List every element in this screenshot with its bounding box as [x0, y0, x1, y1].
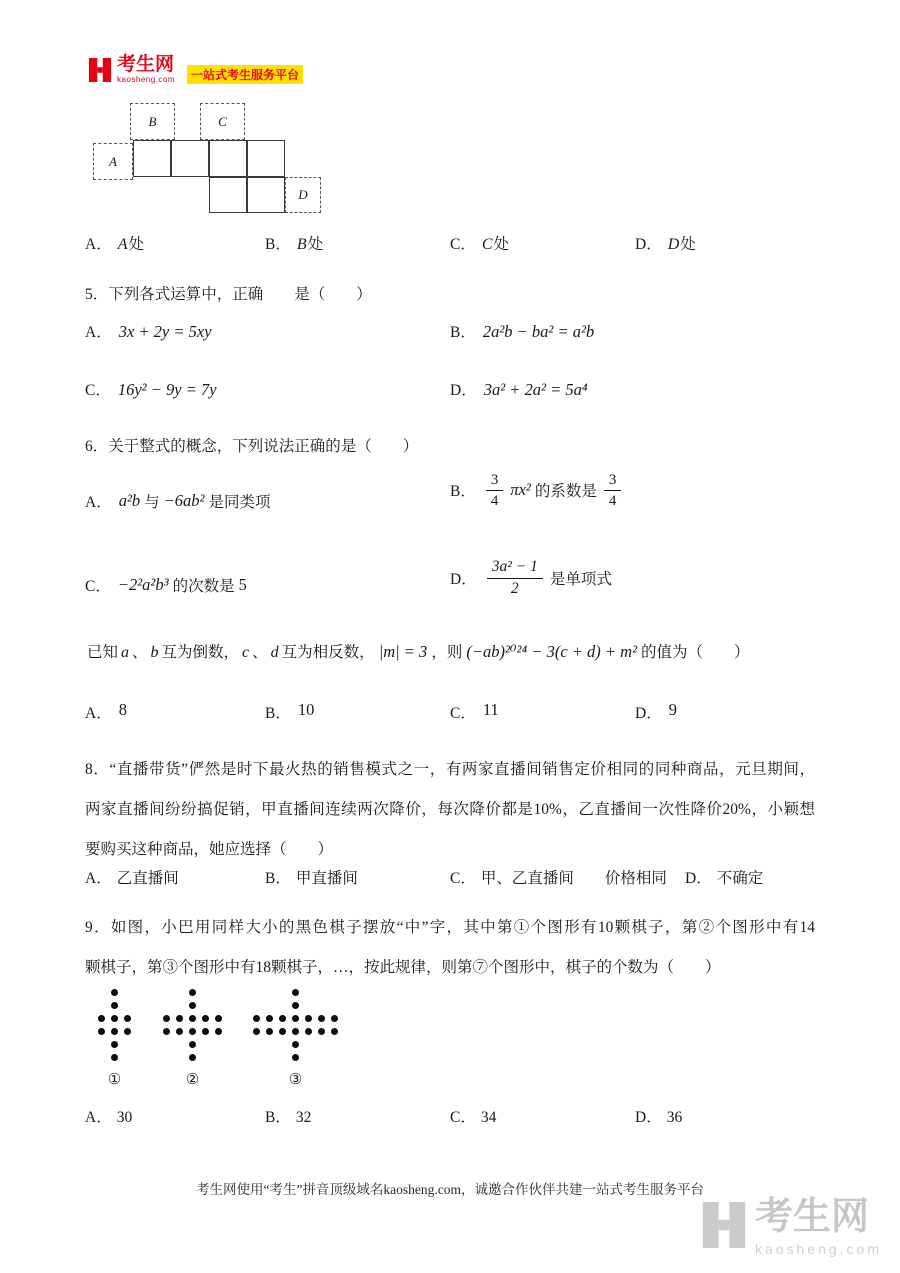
- option-key: B．: [265, 705, 291, 722]
- q8-option-a: [85, 866, 179, 888]
- option-key: C．: [450, 870, 476, 887]
- q7-text: 已知: [87, 644, 119, 661]
- q7-math: c: [242, 644, 250, 661]
- q7-text: 互为相反数，: [281, 644, 375, 661]
- option-key: B．: [450, 483, 476, 500]
- net-label-c: C: [218, 113, 227, 129]
- option-key: D．: [635, 236, 662, 253]
- q7-math: d: [270, 644, 279, 661]
- option-math: −2²a²b³: [117, 575, 169, 594]
- q9-option-a: [85, 1105, 132, 1127]
- net-dashed-square-d: [285, 177, 321, 213]
- fraction: $\frac{\text{3a² − 1}}{2}$: [487, 558, 543, 598]
- option-math: 16y² − 9y = 7y: [117, 380, 217, 399]
- option-var: A: [117, 236, 128, 253]
- option-math: a²b: [118, 491, 141, 510]
- option-text: 34: [480, 1109, 497, 1126]
- q7-text: 、: [252, 644, 268, 661]
- q4-option-d: [635, 232, 696, 254]
- option-text: 处: [128, 236, 144, 253]
- q6-option-a: [85, 490, 273, 512]
- option-key: D．: [685, 870, 712, 887]
- option-text: 36: [666, 1109, 683, 1126]
- q7-option-c: [450, 700, 499, 723]
- q9-option-b: [265, 1105, 311, 1127]
- option-text: 甲、乙直播间 价格相同: [480, 870, 667, 887]
- q5-option-a: [85, 320, 214, 342]
- q9-line: 9．如图，小巴用同样大小的黑色棋子摆放“中”字，其中第①个图形有10颗棋子，第②个图形中有14: [85, 919, 815, 936]
- q4-option-c: [450, 232, 509, 254]
- net-label-b: B: [148, 113, 157, 129]
- chess-dots-2: [160, 986, 225, 1064]
- q4-options-row: [85, 232, 845, 258]
- cube-net-figure: [90, 100, 330, 218]
- net-dashed-square-c: [200, 103, 245, 140]
- option-text: 甲直播间: [295, 870, 358, 887]
- net-square: [209, 177, 247, 213]
- q8-line: 两家直播间纷纷搞促销，甲直播间连续两次降价，每次降价都是10%，乙直播间一次性降价20%，小颖想: [85, 801, 815, 818]
- q5-option-d: [450, 378, 590, 400]
- option-key: A．: [85, 324, 112, 341]
- q8-paragraph: [85, 750, 815, 870]
- chess-dots-1: [95, 986, 134, 1064]
- q5-option-c: [85, 378, 219, 400]
- q9-option-c: [450, 1105, 496, 1127]
- watermark-text-block: [755, 1198, 882, 1256]
- q5-option-b: [450, 320, 596, 342]
- option-text: 30: [116, 1109, 133, 1126]
- fraction: $\frac{3}{4}$: [604, 471, 622, 510]
- q7-option-a: [85, 700, 127, 723]
- option-text: 是单项式: [549, 571, 612, 588]
- option-text: 处: [307, 236, 324, 253]
- option-value: 10: [297, 700, 315, 719]
- q7-stem: [85, 640, 752, 662]
- option-value: 9: [668, 700, 677, 719]
- q8-option-c: [450, 866, 667, 888]
- brand-domain: kaosheng.com: [117, 75, 176, 84]
- net-dashed-square-a: [93, 143, 133, 180]
- option-key: D．: [635, 1109, 662, 1126]
- option-key: A．: [85, 705, 112, 722]
- q8-line: 要购买这种商品，她应选择（ ）: [85, 841, 334, 858]
- net-dashed-square-b: [130, 103, 175, 140]
- brand-tagline: 一站式考生服务平台: [187, 65, 303, 84]
- option-math: −6ab²: [163, 491, 205, 510]
- figure-label-3: ③: [288, 1072, 303, 1088]
- option-text: 32: [295, 1109, 312, 1126]
- option-text: 处: [493, 236, 510, 253]
- q4-option-a: [85, 232, 144, 254]
- watermark-brand-name: 考生网: [754, 1196, 869, 1238]
- q8-option-d: [685, 866, 763, 888]
- option-key: B．: [265, 1109, 291, 1126]
- figure-label-2: ②: [185, 1072, 200, 1088]
- q6-stem: 6．关于整式的概念，下列说法正确的是（ ）: [85, 438, 419, 455]
- brand-name: 考生网: [117, 54, 175, 75]
- option-math: 2a²b − ba² = a²b: [482, 322, 595, 341]
- option-text: 的系数是: [534, 483, 597, 500]
- q5-options-row-1: [85, 320, 845, 346]
- option-var: C: [481, 236, 493, 253]
- kaosheng-watermark-icon: [701, 1198, 747, 1252]
- q7-text: 的值为（ ）: [641, 644, 750, 661]
- option-key: A．: [85, 494, 112, 511]
- q9-options-row: [85, 1105, 845, 1131]
- q5-stem: 5．下列各式运算中，正确 是（ ）: [85, 286, 372, 303]
- net-square: [247, 177, 285, 213]
- option-key: C．: [450, 236, 476, 253]
- option-key: B．: [265, 236, 291, 253]
- option-text: 是同类项: [208, 494, 271, 511]
- q7-math: |m| = 3: [378, 642, 428, 661]
- q7-text: ，则: [431, 644, 463, 661]
- fraction: $\frac{3}{4}$: [486, 471, 504, 510]
- q8-option-b: [265, 866, 358, 888]
- option-key: C．: [450, 705, 476, 722]
- option-var: B: [296, 236, 307, 253]
- q7-option-d: [635, 700, 677, 723]
- option-value: 11: [482, 700, 499, 719]
- kaosheng-logo: [88, 55, 303, 85]
- option-value: 5: [238, 575, 247, 594]
- figure-label-1: ①: [107, 1072, 122, 1088]
- option-text: 与: [144, 494, 160, 511]
- option-text: 乙直播间: [116, 870, 179, 887]
- option-key: B．: [265, 870, 291, 887]
- option-math: πx²: [510, 480, 531, 499]
- q4-option-b: [265, 232, 323, 254]
- option-text: 的次数是: [172, 578, 235, 595]
- chess-pattern-figures: [0, 986, 900, 1096]
- option-key: A．: [85, 236, 112, 253]
- q7-text: 、: [132, 644, 148, 661]
- q6-option-c: [85, 574, 247, 596]
- option-key: D．: [450, 382, 477, 399]
- q6-option-b: [450, 462, 626, 518]
- q7-options-row: [85, 700, 845, 726]
- option-value: 8: [118, 700, 127, 719]
- option-key: C．: [85, 382, 111, 399]
- option-text: 处: [680, 236, 696, 253]
- chess-figure-1: [95, 986, 134, 1089]
- q7-option-b: [265, 700, 314, 723]
- chess-figure-2: [160, 986, 225, 1089]
- net-label-a: A: [109, 153, 117, 169]
- option-key: D．: [450, 571, 477, 588]
- option-key: D．: [635, 705, 662, 722]
- q7-text: 互为倒数，: [161, 644, 240, 661]
- option-text: 不确定: [716, 870, 764, 887]
- logo-text-block: [117, 55, 175, 84]
- q9-paragraph: [85, 908, 815, 988]
- kaosheng-logo-icon: [88, 55, 112, 85]
- net-square: [247, 140, 285, 177]
- option-key: C．: [450, 1109, 476, 1126]
- option-math: 3x + 2y = 5xy: [118, 322, 212, 341]
- net-label-d: D: [298, 187, 308, 202]
- q7-math: b: [150, 644, 159, 661]
- net-square: [171, 140, 209, 177]
- footer-text: 考生网使用“考生”拼音顶级域名kaosheng.com，诚邀合作伙伴共建一站式考生服务平台: [195, 1182, 705, 1197]
- option-key: A．: [85, 870, 112, 887]
- q6-option-d: [450, 548, 614, 608]
- chess-dots-3: [250, 986, 341, 1064]
- net-square: [133, 140, 171, 177]
- q8-line: 8．“直播带货”俨然是时下最火热的销售模式之一，有两家直播间销售定价相同的同种商品，元旦期间，: [85, 761, 815, 778]
- chess-figure-3: [250, 986, 341, 1089]
- q9-line: 颗棋子，第③个图形中有18颗棋子，…，按此规律，则第⑦个图形中，棋子的个数为（ ）: [85, 959, 721, 976]
- q8-options-row: [85, 866, 845, 892]
- net-square: [209, 140, 247, 177]
- option-var: D: [667, 236, 680, 253]
- option-math: 3a² + 2a² = 5a⁴: [483, 380, 588, 399]
- option-key: B．: [450, 324, 476, 341]
- option-key: A．: [85, 1109, 112, 1126]
- q7-math: a: [121, 644, 130, 661]
- option-key: C．: [85, 578, 111, 595]
- watermark-brand-domain: kaosheng.com: [754, 1241, 882, 1257]
- q5-options-row-2: [85, 378, 845, 404]
- q7-math: (−ab)²⁰²⁴ − 3(c + d) + m²: [466, 642, 638, 661]
- q9-option-d: [635, 1105, 682, 1127]
- kaosheng-watermark: [701, 1198, 882, 1256]
